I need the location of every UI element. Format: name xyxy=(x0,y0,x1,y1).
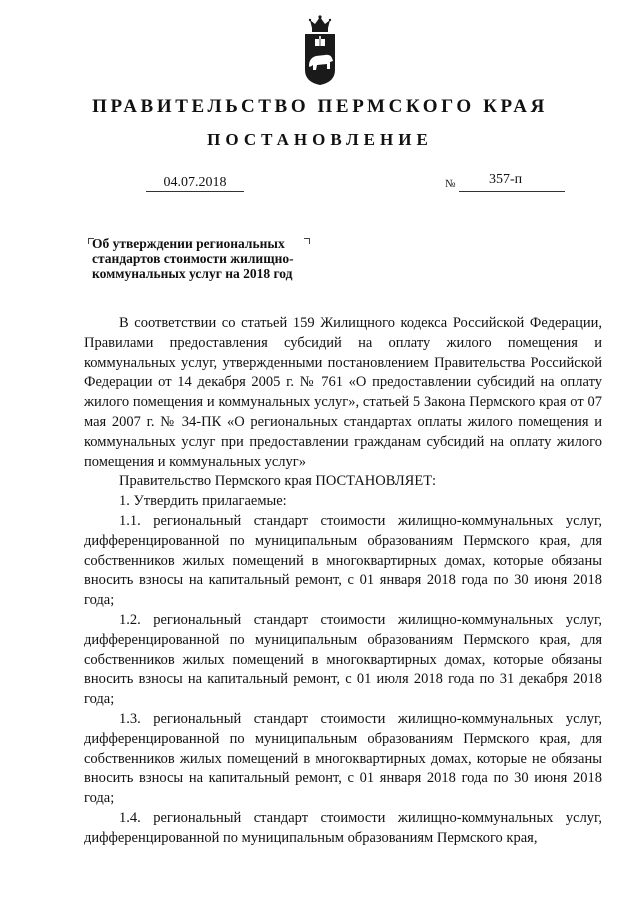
coat-of-arms-icon xyxy=(303,14,337,86)
document-number: 357-п xyxy=(489,172,523,187)
subject-line: Об утверждении региональных xyxy=(92,236,285,251)
document-date: 04.07.2018 xyxy=(146,175,244,192)
document-type-heading: ПОСТАНОВЛЕНИЕ xyxy=(207,130,433,149)
item-1-2: 1.2. региональный стандарт стоимости жилищно-коммунальных услуг, дифференцированной по муниципальным образованиям Пермского края, для собственников жилых помещений в многоквартирных домах, которые обязаны вносить взносы на капитальный ремонт, с 01 июля 2018 года по 31 декабря 2018 года; xyxy=(84,611,602,708)
item-1-3: 1.3. региональный стандарт стоимости жилищно-коммунальных услуг, дифференцированной по муниципальным образованиям Пермского края, для собственников жилых помещений в многоквартирных домах, которые не обязаны вносить взносы на капитальный ремонт, с 01 января 2018 года по 30 июня 2018 года; xyxy=(84,710,602,807)
government-title: ПРАВИТЕЛЬСТВО ПЕРМСКОГО КРАЯ xyxy=(92,96,548,117)
subject-line: коммунальных услуг на 2018 год xyxy=(92,266,293,281)
item-1: 1. Утвердить прилагаемые: xyxy=(119,493,287,510)
item-1-4: 1.4. региональный стандарт стоимости жилищно-коммунальных услуг, дифференцированной по муниципальным образованиям Пермского края, xyxy=(84,809,602,846)
item-1-1: 1.1. региональный стандарт стоимости жилищно-коммунальных услуг, дифференцированной по муниципальным образованиям Пермского края, для собственников жилых помещений в многоквартирных домах, которые обязаны вносить взносы на капитальный ремонт, с 01 января 2018 года по 30 июня 2018 года; xyxy=(84,512,602,609)
subject-line: стандартов стоимости жилищно- xyxy=(92,251,294,266)
document-number-field xyxy=(445,172,565,192)
document-body xyxy=(84,314,602,849)
resolution-clause: Правительство Пермского края ПОСТАНОВЛЯЕТ: xyxy=(119,473,437,490)
number-sign: № xyxy=(445,178,456,190)
preamble-paragraph: В соответствии со статьей 159 Жилищного кодекса Российской Федерации, Правилами предоставления субсидий на оплату жилого помещения и коммунальных услуг, утвержденными постановлением Правительства Российской Федерации от 14 декабря 2005 г. № 761 «О предоставлении субсидий на оплату жилого помещения и коммунальных услуг», статьей 5 Закона Пермского края от 07 мая 2007 г. № 34-ПК «О региональных стандартах оплаты жилого помещения и коммунальных услуг при предоставлении гражданам субсидий на оплату жилого помещения и коммунальных услуг» xyxy=(84,315,602,470)
number-underline xyxy=(459,191,565,192)
document-subject xyxy=(92,236,332,281)
